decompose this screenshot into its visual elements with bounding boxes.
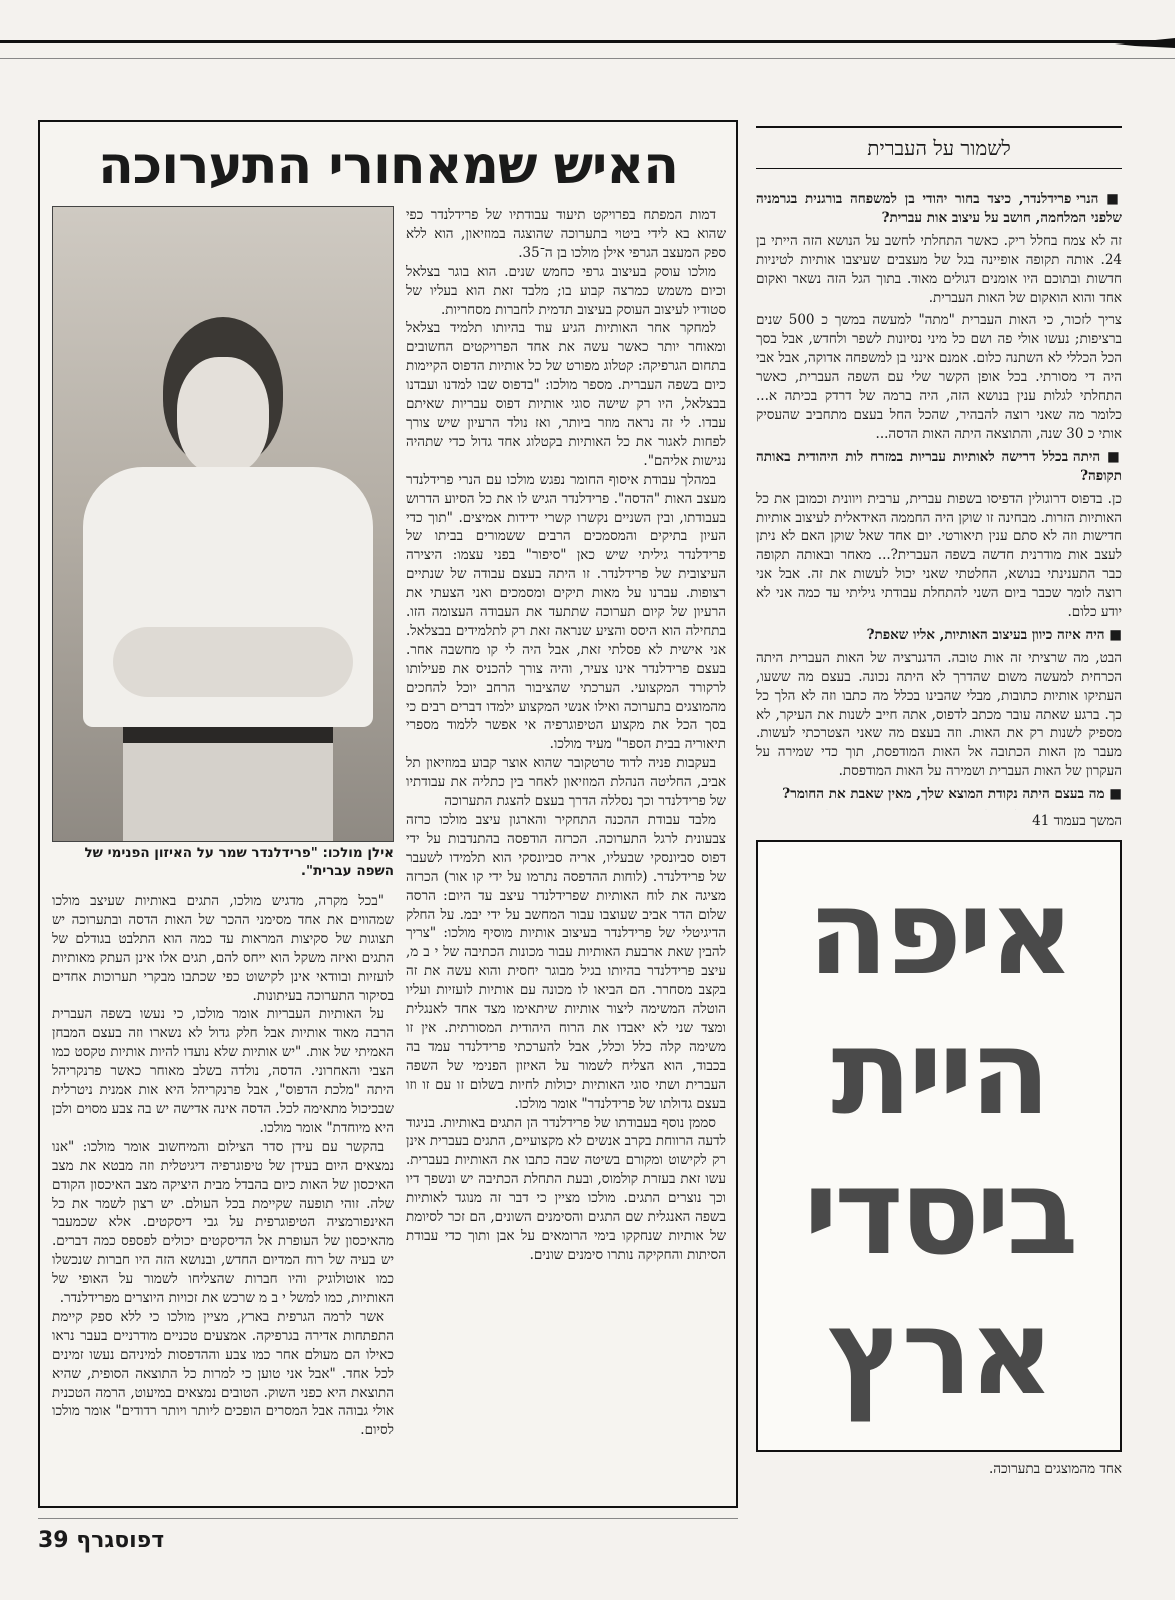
paragraph: סממן נוסף בעבודתו של פרידלנדר הן התגים באותיות. בניגוד לדעה הרווחת בקרב אנשים לא מקצועיים, התגים בעברית אינן רק לקישוט ומקורם בשיטה שבה כתבו את האותיות בעברית. עשו זאת בעזרת קולמוס, ובעת התחלת הכתיבה יש ונשפך דיו וכך נוצרים התגים. מולכו מציין כי דבר זה מנוגד לאותיות בשפה האנגלית שם התגים והסימנים השונים, הם זכר לסיומת של אותיות שנחקקו בימי הרומאים על אבן ותוך כדי עבודת הסיתות והחקיקה נותרו סימנים שונים.: [406, 1114, 726, 1263]
paragraph: מולכו עוסק בעיצוב גרפי כחמש שנים. הוא בוגר בצלאל וכיום משמש כמרצה קבוע בו; מלבד זאת הוא בעליו של סטודיו לעיצוב העוסק בעיצוב תדמית לחברות מסחריות.: [406, 263, 726, 318]
sidebar-interview: [756, 190, 1122, 810]
interview-answer: זה לא צמח בחלל ריק. כאשר התחלתי לחשב על הנושא הזה הייתי בן 24. אותה תקופה אופיינה בגל של מעצבים שעיצבו אותיות לטיניות חדשות ובתוכם היו אומנים דגולים מאוד. בתוך הגל הזה נשאר ואקום אחד והוא הואקום של האות העברית.: [756, 232, 1122, 306]
photo-caption: אילן מולכו: "פרידלנדר שמר על האיזון הפנימי של השפה עברית".: [84, 845, 394, 879]
poster-caption: אחד מהמוצגים בתערוכה.: [988, 1461, 1122, 1477]
magazine-name: דפוסגרף: [76, 1528, 165, 1553]
interview-question: ■ היה איזה כיוון בעיצוב האותיות, אליו שאפת?: [756, 626, 1122, 645]
poster-lettering: [758, 862, 1120, 1422]
portrait-photo: [52, 206, 394, 842]
top-rule-thin: [0, 58, 1175, 59]
poster-line: ארץ: [827, 1283, 1051, 1421]
paragraph: דמות המפתח בפרויקט תיעוד עבודתיו של פרידלנדר כפי שהוא בא לידי ביטוי בתערוכה שהוצגה במוזיאון, הוא ללא ספק המעצב הגרפי אילן מולכו בן ה־35.: [406, 207, 726, 261]
interview-answer: כן. בדפוס דרוגולין הדפיסו בשפות עברית, ערבית ויוונית וכמובן את כל האותיות הזרות. מבחינה זו שוקן היה החממה האידאלית לעיצוב אותיות חדישות וזה לא סתם ענין תיאורטי. יום אחד שאל שוקן האם לא ניתן לעצב אות מודרנית חדשה בשפה העברית?... מאחר ובאותה תקופה כבר התענינתי בנושא, החלטתי שאני יכול לעשות את זה. אבל אני רוצה לומר שכבר ביום השני להתחלת עבודתי גיליתי עד כמה אני לא יודע כלום.: [756, 490, 1122, 621]
paragraph: "בכל מקרה, מדגיש מולכו, התגים באותיות שעיצב מולכו שמהווים את אחד מסימני ההכר של האות הדסה ובתערוכה יש תצוגות של סקיצות המראות עד כמה הוא התלבט בגודלם של התגים ואיזה משקל הוא ייחס להם, תגים אלו אינן העתק מאותיות לועזיות ובוודאי אינן לקישוט כפי שכתבו מבקרי תערוכות אחדים בסיקור התערוכה בעיתונות.: [52, 893, 394, 1004]
interview-answer: צריך לזכור, כי האות העברית "מתה" למעשה במשך כ 500 שנים ברציפות; נעשו אולי פה ושם כל מיני נסיונות לשפר ולחדש, אבל בסך הכל הכללי לא השתנה כלום. אמנם אינני בן למשפחה אדוקה, אבל אבי היה די מסורתי. בכל אופן הקשר שלי עם השפה העברית, כאשר התחלתי לגלות ענין בנושא הזה, היה ברמה של דרדק בכיתה א... כלומר מה שאני רוצה להבהיר, שהכל החל בעצם מתחביב שהעסיק אותי כ 30 שנה, והתוצאה היתה האות הדסה...: [756, 312, 1122, 442]
paragraph: מלבד עבודת ההכנה התחקיר והארגון עיצב מולכו כרזה צבעונית לרגל התערוכה. הכרזה הודפסה בהתנדבות על ידי דפוס סביונסקי שבעליו, אריה סביונסקי הוא תלמידו לשעבר של פרידלנדר. (לוחות ההדפסה נתרמו על ידי קו אור) הכרזה מציגה את לוח האותיות שפרידלנדר עיצב עד היום: הרסה שלום הדר אביב שעוצבו עבור המחשב על ידי יבמ. על החלק הדיגיטלי של פרידלנדר בעיצוב אותיות מוסיף מולכו: "צריך להבין שאת ארבעת האותיות עבור מכונות הכתיבה של י ב מ, עיצב פרידלנדר בהיותו בגיל מבוגר יחסית והוא עשה את זה בקצב מסחרר. הם הביאו לו מכונה עם אותיות לועזיות ועליו הוטלה המשימה ליצור אותיות שיתאימו מצד אחד לאנגלית ומצד שני לא יאבדו את הרוח היהודית המסורתית. אין זו משימה קלה כלל וכלל, אבל להערכתי פרידלנדר עמד בה בכבוד, הוא הצליח לשמור על האיזון הפנימי של השפה העברית ושתי סוגי האותיות יכולות לחיות בשלום זו עם זו וזו בעצם גדולתו של פרידלנדר" אומר מולכו.: [406, 812, 726, 1112]
page-footer: [38, 1528, 164, 1553]
poster-line: איפה: [807, 863, 1071, 1001]
interview-question: ■ היתה בכלל דרישה לאותיות עבריות במזרח לות היהודית באותה תקופה?: [756, 448, 1122, 486]
footer-rule: [38, 1518, 738, 1519]
article-headline: האיש שמאחורי התערוכה: [98, 136, 678, 196]
paragraph: במהלך עבודת איסוף החומר נפגש מולכו עם הנרי פרידלנדר מעצב האות "הדסה". פרידלנדר הגיש לו את כל הסיוע הדרוש בעבודתו, ובין השניים נקשרו קשרי ידידות אמיצים. "תוך כדי העיון בתיקים והמסמכים הרבים ששמורים בביתו של פרידלנדר גיליתי שיש כאן "סיפור" בפני עצמו: היצירה העיצובית של פרידלנדר. זו היתה בעצם עבודה של שנתיים רצופות. עברנו על מאות תיקים ומסמכים ואני הצעתי את הרעיון של קיום תערוכה שתתעד את העבודה העצומה הזו. בתחילה הוא היסס והציע שנראה זאת רק לתלמידים בבצלאל. אני אישית לא פסלתי זאת, אבל היה לי קו מחשבה אחר. בעצם פרידלנדר אינו צעיר, והיה צורך להכניס את פעילותו לרקורד המקצועי. הערכתי שהציבור הרחב יוכל להחכים מהמוצגים בתערוכה ואילו אנשי המקצוע ילמדו דברים רבים כי בסך הכל את מקצוע הטיפוגרפיה אי אפשר ללמוד מספרי תיאוריה בבית הספר" מעיד מולכו.: [406, 471, 726, 753]
interview-question: ■ הנרי פרידלנדר, כיצד בחור יהודי בן למשפחה בורגנית בגרמניה שלפני המלחמה, חושב על עיצוב אות עברית?: [756, 190, 1122, 228]
paragraph: אשר לרמה הגרפית בארץ, מציין מולכו כי ללא ספק קיימת התפתחות אדירה בגרפיקה. אמצעים טכניים מודרניים בעבר נראו כאילו הם מעולם אחר כמו צבע וההדפסות למיניהם נעשו זמינים לכל אחד. "אבל אני טוען כי למרות כל התוצאה הסופית, שהיא התוצאת היא כפני השוק. הטובים נמצאים במיעוט, הרמה הטכנית אולי גבוהה אבל המסרים הופכים ליותר ויותר רדודים" אומר מולכו לסיום.: [52, 1308, 394, 1439]
main-article: [38, 120, 738, 1508]
sidebar-title: לשמור על העברית: [756, 126, 1122, 169]
poster-line: היית: [831, 1003, 1047, 1141]
corner-arrow-icon: [1115, 34, 1175, 64]
article-column-left: [52, 892, 394, 1496]
paragraph: על האותיות העבריות אומר מולכו, כי נעשו בשפה העברית הרבה מאוד אותיות אבל חלק גדול לא נשארו וזה בעצם המבחן האמיתי של אות. "יש אותיות שלא נועדו להיות אותיות טקסט כמו הצבי והאחרוני. הדסה, נולדה בשלב מאוחר כאשר פרנקריהל היתה "מלכת הדפוס", אבל פרנקריהל היא אות אמנית ניטרלית שבכיכול מתאימה לכל. הדסה אינה אדישה יש בה צבע מסוים ולכן היא מיוחדת" אומר מולכו.: [52, 1006, 394, 1136]
paragraph: בעקבות פניה לדוד טרטקובר שהוא אוצר קבוע במוזיאון תל אביב, החליטה הנהלת המוזיאון לאחר בין כתליה את עבודתיו של פרידלנדר וכך נסללה הדרך בעצם להצגת התערוכה: [406, 755, 726, 810]
page-number: 39: [38, 1528, 69, 1553]
interview-question: ■ מה בעצם היתה נקודת המוצא שלך, מאין שאבת את החומר?: [756, 785, 1122, 804]
poster-line: ביסדי: [803, 1143, 1075, 1281]
interview-answer: [756, 808, 1122, 810]
article-column-right: [406, 206, 726, 1496]
poster-image: [756, 840, 1122, 1452]
paragraph: בהקשר עם עידן סדר הצילום והמיחשוב אומר מולכו: "אנו נמצאים היום בעידן של טיפוגרפיה דיגיטלית וזה מבטא את מצב האיכסון של האות כיום בהבדל מבית היציקה מצב האיכסון הקודם שלה. זוהי תופעה שקיימת בכל העולם. יש רצון לשמר את כל האינפורמציה הטיפוגרפית על גבי דיסקטים. אלא שכמעבר מהאיכסון של העופרת אל הדיסקטים יכולים לפספס כמה דברים. יש בעיה של רוח המדיום החדש, ובנושא הזה היו חברות שנכשלו כמו אוטולוגיק והיו חברות שהצליחו לשמור על האופי של האותיות, כמו למשל י ב מ שרכש את זכויות היוצרים מפרידלנדר.: [52, 1138, 394, 1307]
top-rule: [0, 40, 1175, 43]
continued-note: המשך בעמוד 41: [1032, 813, 1122, 829]
interview-answer: הבט, מה שרציתי זה אות טובה. הדגנרציה של האות העברית היתה הכרחית למעשה משום שהדרך לא היתה נכונה. בעצם מה ששעו, העתיקו אותיות כתובות, מבלי שהבינו בכלל מה כתבו וזה לא הלך כל כך. ברגע שאתה עובר מכתב לדפוס, אתה חייב לשנות את העיקר, לא מספיק לשנות רק את האות. וזה בעצם מה שאני הצטרכתי לעשות. מעבר מן האות הכתובה אל האות המודפסת, תוך כדי שמירה על העקרון של האות העברית ושמירה על האות המודפסת.: [756, 649, 1122, 780]
paragraph: למחקר אחר האותיות הגיע עוד בהיותו תלמיד בצלאל ומאוחר יותר כאשר עשה את אחד הפרויקטים החשובים בתחום הגרפיקה: קטלוג מפורט של כל אותיות הדפוס הקיימות כיום בשפה העברית. מספר מולכו: "בדפוס שבו למדנו ועבדנו בבצלאל, היו רק שישה סוגי אותיות דפוס עבריות שאיתם עבדו. לי זה נראה מוזר ביותר, ואז נולד הרעיון שיש צורך לפחות לאגור את כל האותיות בקטלוג אחד גדול כדי שתהיה נגישות אליהם".: [406, 320, 726, 469]
